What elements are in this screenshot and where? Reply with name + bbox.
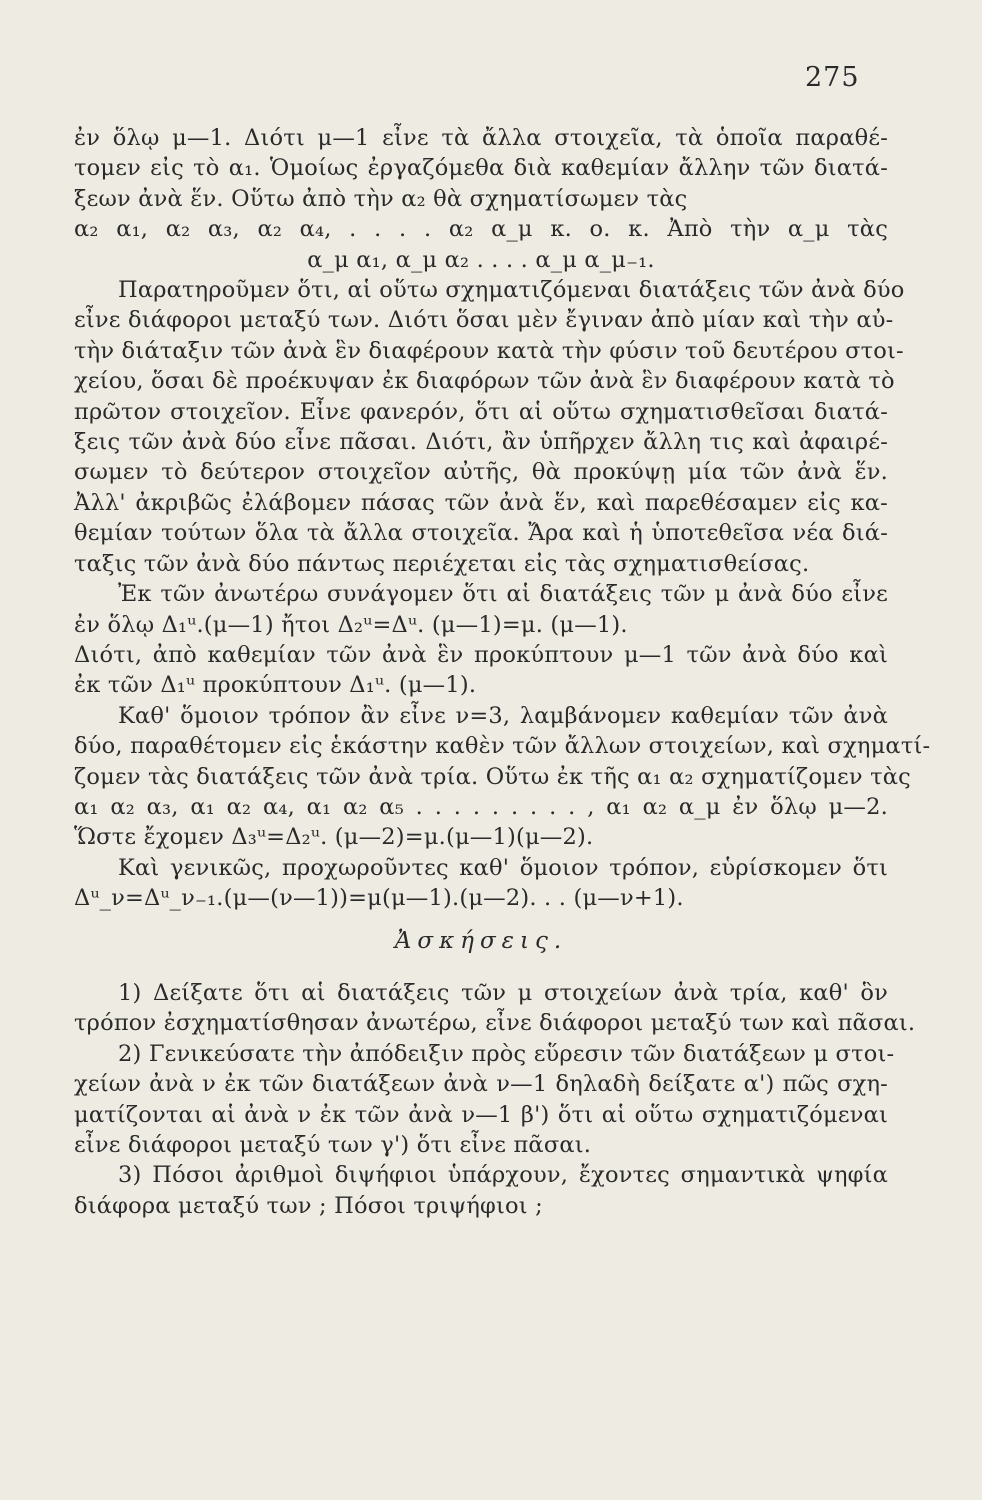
exercise-line: διάφορα μεταξύ των ; Πόσοι τριψήφιοι ; [74, 1192, 543, 1219]
text-line: α₂ α₁, α₂ α₃, α₂ α₄, . . . . α₂ α_μ κ. ο. κ. Ἀπὸ τὴν α_μ τὰς [74, 216, 888, 243]
formula-line: ἐν ὅλῳ Δ₁ᵘ.(μ—1) ἤτοι Δ₂ᵘ=Δᵘ. (μ—1)=μ. (μ—1). [74, 611, 628, 638]
text-line: ξεων ἀνὰ ἕν. Οὕτω ἀπὸ τὴν α₂ θὰ σχηματίσωμεν τὰς [74, 185, 688, 212]
exercise-line: 1) Δείξατε ὅτι αἱ διατάξεις τῶν μ στοιχείων ἀνὰ τρία, καθ' ὃν [118, 979, 888, 1006]
exercise-line: 3) Πόσοι ἀριθμοὶ διψήφιοι ὑπάρχουν, ἔχοντες σημαντικὰ ψηφία [118, 1162, 888, 1189]
text-line: Ἀλλ' ἀκριβῶς ἐλάβομεν πάσας τῶν ἀνὰ ἕν, καὶ παρεθέσαμεν εἰς κα- [74, 489, 888, 516]
exercise-line: τρόπον ἐσχηματίσθησαν ἀνωτέρω, εἶνε διάφοροι μεταξύ των καὶ πᾶσαι. [74, 1010, 916, 1037]
formula-line: Ὥστε ἔχομεν Δ₃ᵘ=Δ₂ᵘ. (μ—2)=μ.(μ—1)(μ—2). [74, 824, 594, 851]
text-line: Καθ' ὅμοιον τρόπον ἂν εἶνε ν=3, λαμβάνομεν καθεμίαν τῶν ἀνὰ [118, 702, 888, 729]
body-text [74, 123, 931, 1221]
formula-line: Δᵘ_ν=Δᵘ_ν₋₁.(μ—(ν—1))=μ(μ—1).(μ—2). . . (μ—ν+1). [74, 885, 684, 912]
text-line: α_μ α₁, α_μ α₂ . . . . α_μ α_μ₋₁. [307, 246, 655, 273]
text-line: ζομεν τὰς διατάξεις τῶν ἀνὰ τρία. Οὕτω ἐκ τῆς α₁ α₂ σχηματίζομεν τὰς [74, 763, 911, 790]
text-line: τὴν διάταξιν τῶν ἀνὰ ἓν διαφέρουν κατὰ τὴν φύσιν τοῦ δευτέρου στοι- [74, 337, 904, 364]
page-number: 275 [805, 62, 860, 93]
text-line: σωμεν τὸ δεύτερον στοιχεῖον αὐτῆς, θὰ προκύψῃ μία τῶν ἀνὰ ἕν. [74, 459, 888, 486]
text-line: πρῶτον στοιχεῖον. Εἶνε φανερόν, ὅτι αἱ οὕτω σχηματισθεῖσαι διατά- [74, 398, 888, 425]
exercises-heading: Ἀσκήσεις. [394, 927, 568, 954]
exercise-line: 2) Γενικεύσατε τὴν ἀπόδειξιν πρὸς εὕρεσιν τῶν διατάξεων μ στοι- [118, 1040, 895, 1067]
text-line: δύο, παραθέτομεν εἰς ἑκάστην καθὲν τῶν ἄλλων στοιχείων, καὶ σχηματί- [74, 733, 931, 760]
exercise-line: ματίζονται αἱ ἀνὰ ν ἐκ τῶν ἀνὰ ν—1 β') ὅτι αἱ οὕτω σχηματιζόμεναι [74, 1101, 888, 1128]
exercise-line: εἶνε διάφοροι μεταξύ των γ') ὅτι εἶνε πᾶσαι. [74, 1132, 592, 1158]
text-line: Διότι, ἀπὸ καθεμίαν τῶν ἀνὰ ἓν προκύπτουν μ—1 τῶν ἀνὰ δύο καὶ [74, 641, 888, 668]
text-line: Καὶ γενικῶς, προχωροῦντες καθ' ὅμοιον τρόπον, εὑρίσκομεν ὅτι [118, 854, 888, 881]
text-line: τομεν εἰς τὸ α₁. Ὁμοίως ἐργαζόμεθα διὰ καθεμίαν ἄλλην τῶν διατά- [74, 155, 888, 182]
text-line: θεμίαν τούτων ὅλα τὰ ἄλλα στοιχεῖα. Ἄρα καὶ ἡ ὑποτεθεῖσα νέα διά- [74, 520, 888, 547]
text-line: χείου, ὅσαι δὲ προέκυψαν ἐκ διαφόρων τῶν ἀνὰ ἓν διαφέρουν κατὰ τὸ [74, 368, 895, 395]
text-line: εἶνε διάφοροι μεταξύ των. Διότι ὅσαι μὲν ἔγιναν ἀπὸ μίαν καὶ τὴν αὐ- [74, 307, 894, 334]
formula-line: ἐκ τῶν Δ₁ᵘ προκύπτουν Δ₁ᵘ. (μ—1). [74, 672, 477, 699]
exercise-line: χείων ἀνὰ ν ἐκ τῶν διατάξεων ἀνὰ ν—1 δηλαδὴ δείξατε α') πῶς σχη- [74, 1071, 888, 1098]
text-line: ξεις τῶν ἀνὰ δύο εἶνε πᾶσαι. Διότι, ἂν ὑπῆρχεν ἄλλη τις καὶ ἀφαιρέ- [74, 429, 888, 456]
text-line: ἐν ὅλῳ μ—1. Διότι μ—1 εἶνε τὰ ἄλλα στοιχεῖα, τὰ ὁποῖα παραθέ- [74, 125, 888, 151]
text-line: Παρατηροῦμεν ὅτι, αἱ οὕτω σχηματιζόμεναι διατάξεις τῶν ἀνὰ δύο [118, 277, 905, 304]
text-line: Ἐκ τῶν ἀνωτέρω συνάγομεν ὅτι αἱ διατάξεις τῶν μ ἀνὰ δύο εἶνε [118, 581, 888, 608]
text-line: ταξις τῶν ἀνὰ δύο πάντως περιέχεται εἰς τὰς σχηματισθείσας. [74, 550, 810, 577]
formula-line: α₁ α₂ α₃, α₁ α₂ α₄, α₁ α₂ α₅ . . . . . . . . . , α₁ α₂ α_μ ἐν ὅλῳ μ—2. [74, 793, 888, 820]
